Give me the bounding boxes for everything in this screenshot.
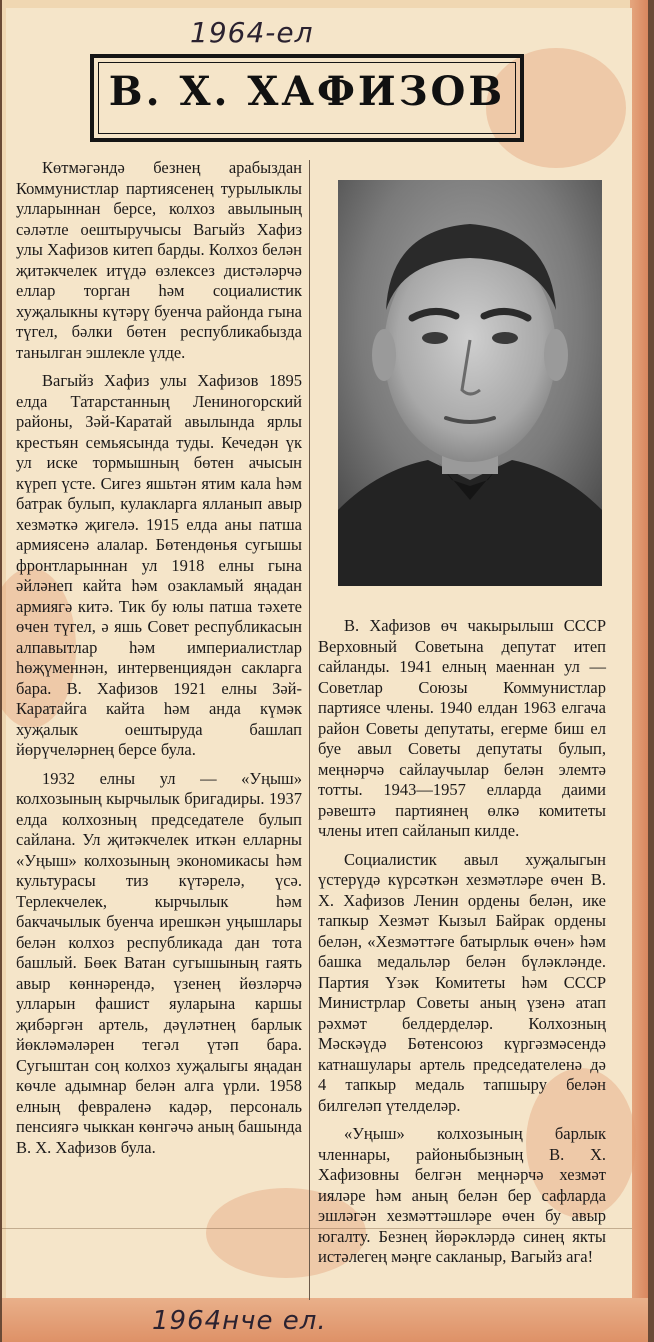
portrait-illustration (338, 180, 602, 586)
newspaper-clipping (2, 0, 648, 1342)
article-paragraph: Социалистик авыл хуҗалыгын үстерүдә күрсәткән хезмәтләре өчен В. Х. Хафизов Ленин ордены белән, ике тапкыр Хезмәт Кызыл Байрак ордены белән, «Хезмәттәге батырлык өчен» һәм башка медальләр белән бүләкләнде. Партия Үзәк Комитеты һәм СССР Министрлар Советы аның үзенә атап рәхмәт белдерделәр. Колхозның Мәскәүдә Бөтенсоюз күргәзмәсендә катнашулары артель председателенә дә 4 тапкыр медаль тапшыру белән билгеләп үтелделәр. (318, 849, 606, 1115)
handwritten-year-top: 1964-ел (190, 16, 314, 49)
article-paragraph: В. Хафизов өч чакырылыш СССР Верховный Советына депутат итеп сайланды. 1941 елның маеннан ул — Советлар Союзы Коммунистлар партиясе члены. 1940 елдан 1963 елгача район Советы депутаты, егерме биш ел буе авыл Советы депутаты булып, меңнәрчә сайлаучылар белән элемтә тотты. 1943—1957 елларда даими рәвештә партиянең өлкә комитеты члены итеп сайланып килде. (318, 616, 606, 840)
article-column-left (16, 158, 302, 1166)
handwritten-year-bottom: 1964нче ел. (152, 1306, 327, 1336)
article-paragraph: Вагыйз Хафиз улы Хафизов 1895 елда Татарстанның Лениногорский районы, Зәй-Каратай авылында ярлы крестьян семьясында туды. Кечедән үк ул иске тормышның бөтен ачысын күреп үсте. Сигез яшьтән ятим кала һәм батрак булып, кулакларга ялланып авыр хезмәткә җигелә. 1915 елда аны патша армиясенә алалар. Бөтендөнья сугышы фронтларыннан ул 1918 елны гына әйләнеп кайта һәм озакламый яңадан армиягә китә. Тик бу юлы патша тәхете өчен түгел, ә яшь Совет республикасын алпавытлар һәм империалистлар һөҗүменнән, интервенциядән сакларга бара. В. Хафизов 1921 елны Зәй-Каратайга кайта һәм анда күмәк хуҗалык оештыруда башлап йөрүчеләрнең берсе була. (16, 371, 302, 759)
article-paragraph: «Уңыш» колхозының барлык членнары, районыбызның В. Х. Хафизовны белгән меңнәрчә хезмәт ияләре һәм аның белән бер сафларда эшләгән хезмәттәшләре өчен бу авыр югалту. Безнең йөрәкләрдә синең якты истәлегең мәңге сакланыр, Вагыйз ага! (318, 1124, 606, 1266)
portrait-photo (338, 180, 602, 586)
paper-fold-crease (2, 1228, 632, 1229)
article-title: В. Х. ХАФИЗОВ (108, 68, 506, 115)
article-column-right (318, 616, 606, 1276)
column-divider (309, 160, 310, 1300)
article-paragraph: 1932 елны ул — «Уңыш» колхозының кырчылык бригадиры. 1937 елда колхозның председателе булып сайлана. Ул җитәкчелек иткән елларны «Уңыш» колхозының экономикасы һәм культурасы тиз күтәрелә, үсә. Терлекчелек, кырчылык һәм бакчачылык буенча ирешкән уңышлары белән колхоз республикада дан тота башлый. Бөек Ватан сугышының гаять авыр көннәрендә, үзенең йөзләрчә улларын фашист яуларына каршы җибәргән артель, дәүләтнең барлык йөкләмәләрен тегәл үтәп бара. Сугыштан соң колхоз хуҗалыгы яңадан көчле адымнар белән алга үрли. 1958 елның февраленә кадәр, персональ пенсиягә чыккан көнгәчә аның башында В. Х. Хафизов була. (16, 768, 302, 1157)
article-paragraph: Көтмәгәндә безнең арабыздан Коммунистлар партиясенең турылыклы улларыннан берсе, колхоз авылының сәләтле оештыручысы Вагыйз Хафиз улы Хафизов китеп барды. Колхоз белән җитәкчелек итүдә өзлексез дистәләрчә еллар торган һәм социалистик хуҗалыкны күтәрү буенча районда гына түгел, бәлки бөтен республикабызда танылган эшлекле үлде. (16, 158, 302, 362)
